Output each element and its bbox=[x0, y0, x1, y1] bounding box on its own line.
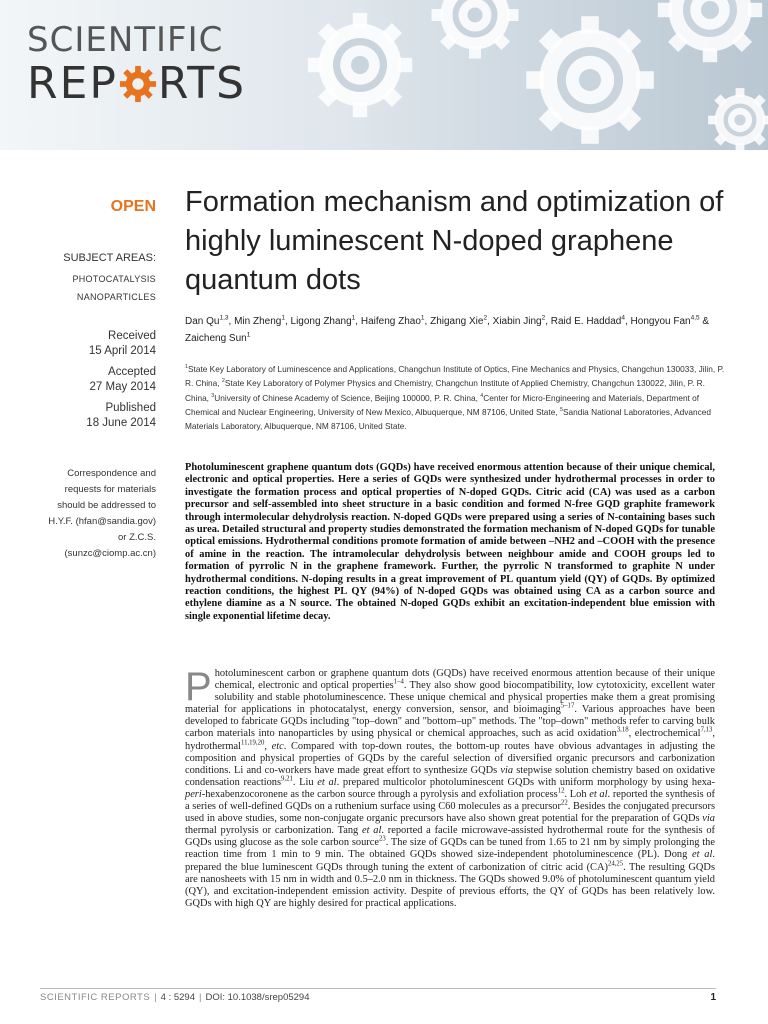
accepted-label: Accepted bbox=[108, 366, 156, 378]
footer-doi-link[interactable]: DOI: 10.1038/srep05294 bbox=[205, 992, 310, 1003]
journal-name-bottom bbox=[27, 58, 246, 109]
page-number: 1 bbox=[710, 992, 716, 1003]
footer-divider bbox=[40, 988, 716, 989]
journal-name-part-right: RTS bbox=[157, 58, 247, 109]
footer-separator: | bbox=[154, 992, 157, 1003]
journal-banner bbox=[0, 0, 768, 150]
footer-separator: | bbox=[198, 992, 202, 1003]
journal-name-part-left: REP bbox=[27, 58, 118, 109]
body-paragraph: Photoluminescent carbon or graphene quantum dots (GQDs) have received enormous attention because of their unique chemical, electronic and optical properties$^{1-4}$. They also show good biocompatibility, low cytotoxicity, excellent water solubility and stable photoluminescence. These unique chemical and physical properties make them a great promising material for applications in photocatalyst, energy conversion, sensor, and bioimaging$^{5-17}$. Various approaches have been developed to fabricate GQDs including "top–down" and "bottom–up" methods. The "top–down" methods refer to carving bulk carbon materials into nanoparticles by using physical or chemical approaches, such as acid oxidation$^{3,18}$, electrochemical$^{7,13}$, hydrothermal$^{11,19,20}$, etc. Compared with top-down routes, the bottom-up routes have obvious advantages in adjusting the composition and physical properties of GQDs by the careful selection of diversified organic precursors and carbonization conditions. Li and co-workers have made great effort to synthesize GQDs via stepwise solution chemistry based on oxidative condensation reactions$^{9,21}$. Liu et al. prepared multicolor photoluminescent GQDs with uniform morphology by using hexa-peri-hexabenzocoronene as the carbon source through a pyrolysis and exfoliation process$^{12}$. Loh et al. reported the synthesis of a series of well-defined GQDs on a ruthenium surface using C60 molecules as a precursor$^{22}$. Besides the conjugated precursors used in above studies, some non-conjugate organic precursors have also shown great potential for the preparation of GQDs via thermal pyrolysis or carbonization. Tang et al. reported a facile microwave-assisted hydrothermal route for the synthesis of GQDs using glucose as the sole carbon source$^{23}$. The size of GQDs can be tuned from 1.65 to 21 nm by simply prolonging the reaction time from 1 min to 9 min. The obtained GQDs showed size-independent photoluminescence (PL). Dong et al. prepared the blue luminescent GQDs through tuning the extent of carbonization of citric acid (CA)$^{24,25}$. The resulting GQDs are nanosheets with 15 nm in width and 0.5–2.0 nm in thickness. The GQDs showed 9.0% of photoluminescent quantum yield (QY), and excitation-independent emission activity. Despite of previous efforts, the QY of GQDs has been relatively low. GQDs with high QY are highly desired for practical applications. bbox=[185, 665, 716, 909]
correspondence-note: Correspondence and requests for materials should be addressed to H.Y.F. (hfan@sandia.gov) or Z.C.S. (sunzc@ciomp.ac.cn) bbox=[48, 468, 156, 559]
subject-areas-heading: SUBJECT AREAS: bbox=[63, 252, 156, 264]
author-list: Dan Qu$^{1,3}$, Min Zheng$^1$, Ligong Zhang$^1$, Haifeng Zhao$^1$, Zhigang Xie$^2$, Xiabin Jing$^2$, Raid E. Haddad$^4$, Hongyou Fan$^{4,5}$ & Zaicheng Sun$^1$ bbox=[185, 314, 710, 344]
gear-o-icon bbox=[119, 65, 157, 103]
received-date: 15 April 2014 bbox=[88, 345, 156, 357]
article-title: Formation mechanism and optimization of highly luminescent N-doped graphene quantum dots bbox=[185, 186, 724, 296]
published-date: 18 June 2014 bbox=[86, 417, 156, 429]
affiliations: $^1$State Key Laboratory of Luminescence and Applications, Changchun Institute of Optics, Fine Mechanics and Physics, Changchun 130033, Jilin, P. R. China, $^2$State Key Laboratory of Polymer Physics and Chemistry, Changchun Institute of Applied Chemistry, Changchun 130022, Jilin, P. R. China, $^3$University of Chinese Academy of Science, Beijing 100000, P. R. China, $^4$Center for Micro-Engineering and Materials, Department of Chemical and Nuclear Engineering, University of New Mexico, Albuquerque, NM 87106, United State, $^5$Sandia National Laboratories, Advanced Materials Laboratory, Albuquerque, NM 87106, United State. bbox=[185, 364, 725, 432]
gears-decoration-icon bbox=[290, 0, 768, 150]
subject-area-link[interactable]: PHOTOCATALYSIS bbox=[72, 274, 156, 284]
footer-journal-name: SCIENTIFIC REPORTS bbox=[40, 992, 151, 1003]
open-access-label: OPEN bbox=[110, 198, 156, 215]
abstract: Photoluminescent graphene quantum dots (GQDs) have received enormous attention because of their unique chemical, electronic and optical properties. Here a series of GQDs were synthesized under hydrothermal processes in order to investigate the formation process and optical properties of N-doped GQDs. Citric acid (CA) was used as a carbon precursor and self-assembled into sheet structure in a basic condition and formed N-free GQD graphite framework through intermolecular dehydrolysis reaction. N-doped GQDs were prepared using a series of N-containing bases such as urea. Detailed structural and property studies demonstrated the formation mechanism of N-doped GQDs for tunable optical emissions. Hydrothermal conditions promote formation of amide between –NH2 and –COOH with the presence of amine in the reaction. The intramolecular dehydrolysis between neighbour amide and COOH groups led to formation of pyrrolic N in the graphene framework. Further, the pyrrolic N transformed to graphite N under hydrothermal conditions. N-doping results in a great improvement of PL quantum yield (QY) of GQDs. By optimized reaction conditions, the highest PL QY (94%) of N-doped GQDs was obtained using CA as a carbon source and ethylene diamine as a N source. The obtained N-doped GQDs exhibit an excitation-independent blue emission with single exponential lifetime decay. bbox=[185, 462, 715, 622]
page-footer bbox=[40, 992, 716, 1003]
received-label: Received bbox=[108, 330, 156, 342]
footer-volume: 4 : 5294 bbox=[160, 992, 195, 1003]
journal-name-top: SCIENTIFIC bbox=[27, 20, 224, 60]
published-label: Published bbox=[105, 402, 156, 414]
accepted-date: 27 May 2014 bbox=[89, 381, 156, 393]
subject-area-link[interactable]: NANOPARTICLES bbox=[76, 292, 156, 302]
drop-cap: P bbox=[185, 665, 212, 709]
